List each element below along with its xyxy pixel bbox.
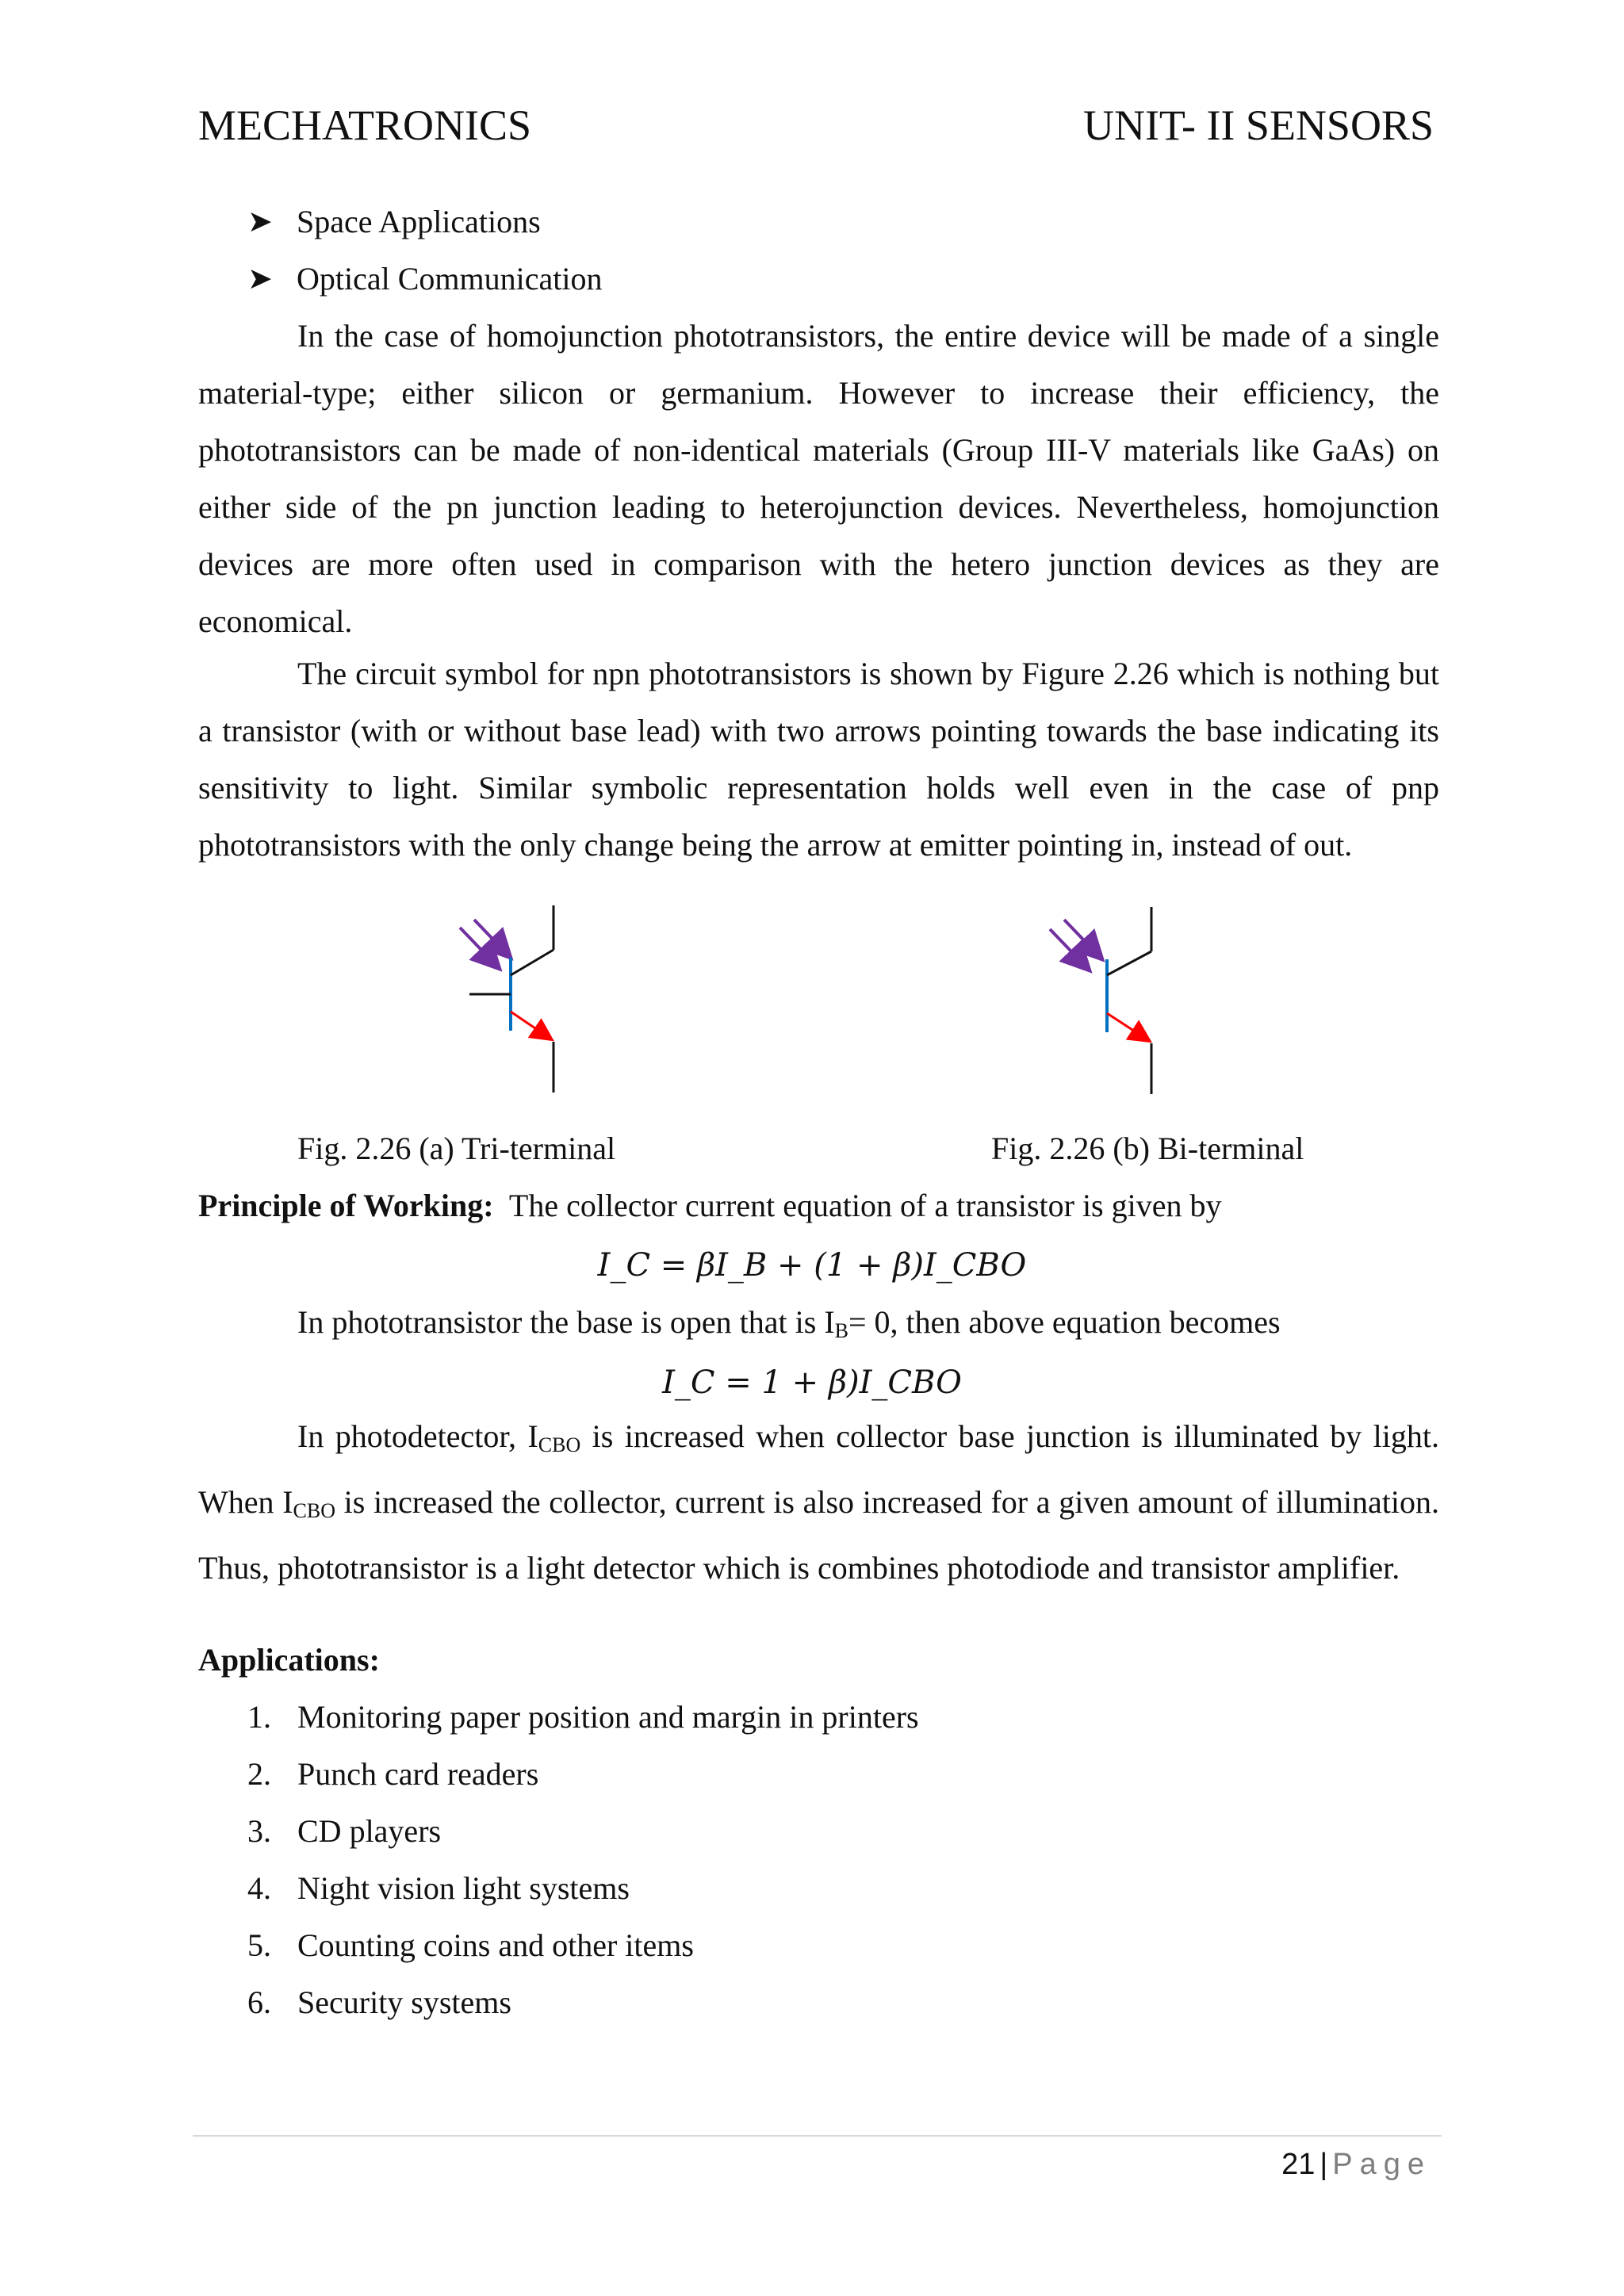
base-open-suffix: = 0, then above equation becomes xyxy=(848,1304,1281,1340)
arrow-bullet-icon: ➤ xyxy=(247,205,273,239)
item-number: 4. xyxy=(247,1870,271,1906)
photodetector-paragraph xyxy=(198,1408,1439,1597)
page-footer xyxy=(1281,2141,1431,2188)
applications-list xyxy=(247,1689,919,2031)
phototransistor-tri-terminal-figure xyxy=(452,896,595,1102)
header-subject: MECHATRONICS xyxy=(198,101,532,149)
item-text: Night vision light systems xyxy=(297,1870,630,1906)
footer-separator: | xyxy=(1320,2148,1328,2181)
base-open-subscript: B xyxy=(834,1319,848,1342)
principle-of-working xyxy=(198,1177,1221,1234)
emitter-arrow xyxy=(1107,1013,1148,1040)
item-number: 1. xyxy=(247,1699,271,1735)
page-label: Page xyxy=(1332,2148,1431,2181)
icbo-subscript: CBO xyxy=(293,1499,335,1522)
item-text: Monitoring paper position and margin in printers xyxy=(297,1699,919,1735)
icbo-subscript: CBO xyxy=(538,1433,581,1456)
base-open-statement xyxy=(297,1294,1281,1360)
arrow-bullet-icon: ➤ xyxy=(247,262,273,296)
light-arrow-1 xyxy=(460,928,498,967)
emitter-arrow xyxy=(511,1012,550,1039)
phototransistor-bi-terminal-figure xyxy=(1047,896,1189,1102)
item-number: 5. xyxy=(247,1927,271,1963)
header-unit: UNIT- II SENSORS xyxy=(1082,101,1434,149)
list-item xyxy=(247,1803,919,1860)
collector-lead xyxy=(1107,951,1151,975)
list-item xyxy=(247,1974,919,2031)
list-item xyxy=(247,251,603,308)
item-number: 6. xyxy=(247,1984,271,2020)
collector-lead xyxy=(511,950,553,975)
bullet-text: Optical Communication xyxy=(297,261,603,297)
principle-text: The collector current equation of a transistor is given by xyxy=(508,1188,1222,1223)
page-number: 21 xyxy=(1281,2148,1316,2181)
figure-b-caption: Fig. 2.26 (b) Bi-terminal xyxy=(991,1131,1304,1166)
base-open-prefix: In phototransistor the base is open that is I xyxy=(297,1304,835,1340)
figure-a-caption: Fig. 2.26 (a) Tri-terminal xyxy=(297,1131,616,1166)
page-header xyxy=(198,94,1434,157)
list-item xyxy=(247,1917,919,1974)
item-text: CD players xyxy=(297,1813,442,1849)
light-arrow-1 xyxy=(1050,929,1088,969)
photodetector-text-2: is increased when collector base junction is illuminated by light. When I xyxy=(198,1418,1439,1520)
photodetector-text-3: is increased the collector, current is also increased for a given amount of illumination. Thus, phototransistor is a light detector which is combines photodiode and transistor amplifier. xyxy=(198,1484,1439,1586)
collector-current-equation: I_C = βI_B + (1 + β)I_CBO xyxy=(597,1247,1027,1284)
homojunction-paragraph: In the case of homojunction phototransistors, the entire device will be made of a single material-type; either silicon or germanium. However to increase their efficiency, the phototransistors can be made of non-identical materials (Group III-V materials like GaAs) on either side of the pn junction leading to heterojunction devices. Nevertheless, homojunction devices are more often used in comparison with the hetero junction devices as they are economical. xyxy=(198,318,1439,639)
list-item xyxy=(247,1689,919,1746)
photodetector-text-1: In photodetector, I xyxy=(297,1418,538,1454)
applications-heading: Applications: xyxy=(198,1642,380,1678)
base-open-equation: I_C = 1 + β)I_CBO xyxy=(662,1364,962,1401)
item-number: 2. xyxy=(247,1756,271,1792)
bullet-text: Space Applications xyxy=(297,204,541,239)
light-arrow-2 xyxy=(474,920,509,956)
item-text: Counting coins and other items xyxy=(297,1927,694,1963)
circuit-symbol-paragraph: The circuit symbol for npn phototransistors is shown by Figure 2.26 which is nothing but a transistor (with or without base lead) with two arrows pointing towards the base indicating its sensitivity to light. Similar symbolic representation holds well even in the case of pnp phototransistors with the only change being the arrow at emitter pointing in, instead of out. xyxy=(198,656,1439,863)
list-item xyxy=(247,1746,919,1803)
principle-heading: Principle of Working: xyxy=(198,1188,494,1223)
item-text: Security systems xyxy=(297,1984,511,2020)
list-item xyxy=(247,1860,919,1917)
footer-divider xyxy=(193,2135,1442,2137)
list-item xyxy=(247,193,603,251)
item-text: Punch card readers xyxy=(297,1756,539,1792)
bullet-list xyxy=(247,193,603,308)
item-number: 3. xyxy=(247,1813,271,1849)
